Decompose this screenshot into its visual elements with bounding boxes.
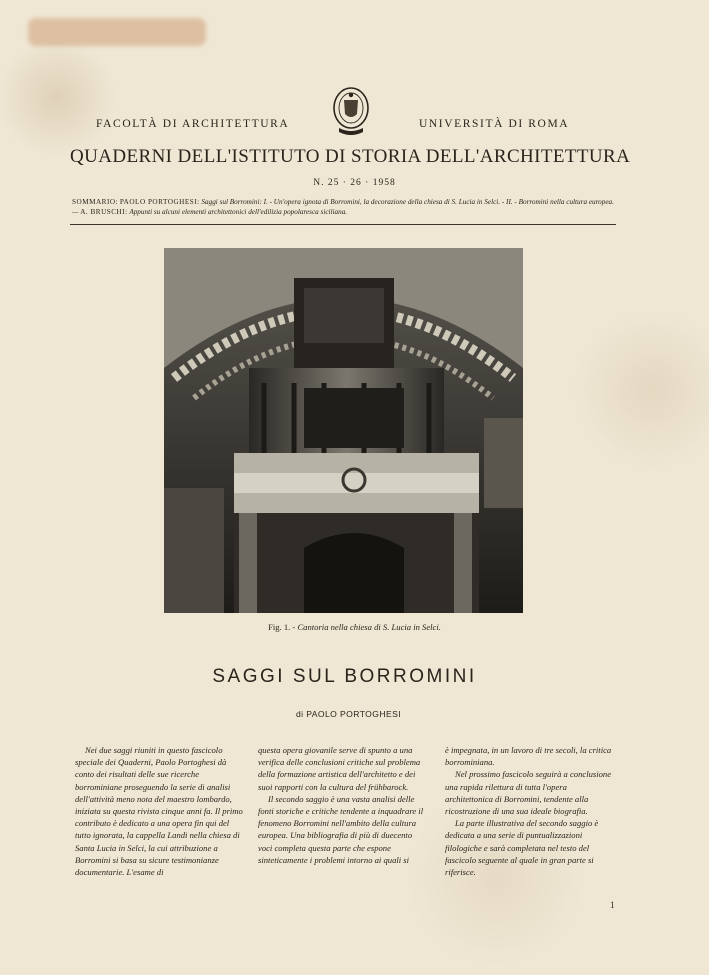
university-label: UNIVERSITÀ DI ROMA [419, 118, 570, 130]
summary-entry: Appunti su alcuni elementi architettonici dell'edilizia popolaresca siciliana. [129, 208, 348, 216]
text-column-2 [258, 744, 428, 866]
university-seal-icon [329, 84, 373, 140]
faculty-label: FACOLTÀ DI ARCHITETTURA [96, 118, 290, 130]
summary-label: SOMMARIO: [72, 198, 119, 206]
paragraph: Nei due saggi riuniti in questo fascicolo speciale dei Quaderni, Paolo Portoghesi dà conto dei risultati delle sue ricerche borrominiane proseguendo la serie di analisi dell'attività meno nota del maestro lombardo, iniziata su questa rivista cinque anni fa. Il primo contributo è dedicato a una opera fin qui del tutto ignorata, la cappella Landi nella chiesa di Santa Lucia in Selci, la cui attribuzione a Borromini si basa su sicure testimonianze documentarie. L'esame di [75, 745, 243, 878]
paragraph: questa opera giovanile serve di spunto a una verifica delle conclusioni critiche sul problema della formazione artistica dell'architetto e dei suoi rapporti con la cultura del frühbarock. [258, 745, 421, 792]
summary-author: A. BRUSCHI: [80, 208, 128, 216]
article-byline: di PAOLO PORTOGHESI [295, 709, 402, 719]
paper-stain [28, 18, 206, 46]
table-of-contents [72, 197, 617, 217]
church-organ-loft-photo [164, 248, 523, 613]
figure-caption-text: Cantoria nella chiesa di S. Lucia in Selci. [297, 622, 441, 632]
text-column-1 [75, 744, 245, 878]
summary-entry: Saggi sul Borromini: I. - Un'opera ignota di Borromini, la decorazione della chiesa di S. Lucia in Selci. - II. - Borromini nella cultura europea. — [72, 198, 614, 216]
journal-title: QUADERNI DELL'ISTITUTO DI STORIA DELL'ARCHITETTURA [70, 146, 631, 167]
figure-label: Fig. 1. - [268, 622, 296, 632]
paragraph: Il secondo saggio è una vasta analisi delle fonti storiche e critiche tendente a inquadrare il fenomeno Borromini nell'ambito della cultura europea. Una bibliografia di più di duecento voci completa questa parte che espone sinteticamente i problemi intorno ai quali si [258, 793, 424, 865]
paragraph: è impegnata, in un lavoro di tre secoli, la critica borrominiana. [445, 745, 612, 768]
paragraph: La parte illustrativa del secondo saggio è dedicata a una serie di puntualizzazioni filologiche e sarà completata nel testo del fascicolo seguente al quale in gran parte si riferisce. [445, 818, 599, 878]
figure-caption [0, 622, 709, 632]
summary-author: PAOLO PORTOGHESI: [119, 198, 200, 206]
issue-number: N. 25 · 26 · 1958 [313, 178, 396, 188]
header-divider [70, 224, 616, 225]
article-title: SAGGI SUL BORROMINI [212, 666, 477, 687]
paragraph: Nel prossimo fascicolo seguirà a conclusione una rapida rilettura di tutta l'opera architettonica di Borromini, tendente alla ricostruzione di una sua ideale biografia. [445, 769, 612, 817]
page-number: 1 [610, 900, 615, 910]
text-column-3 [445, 744, 615, 878]
